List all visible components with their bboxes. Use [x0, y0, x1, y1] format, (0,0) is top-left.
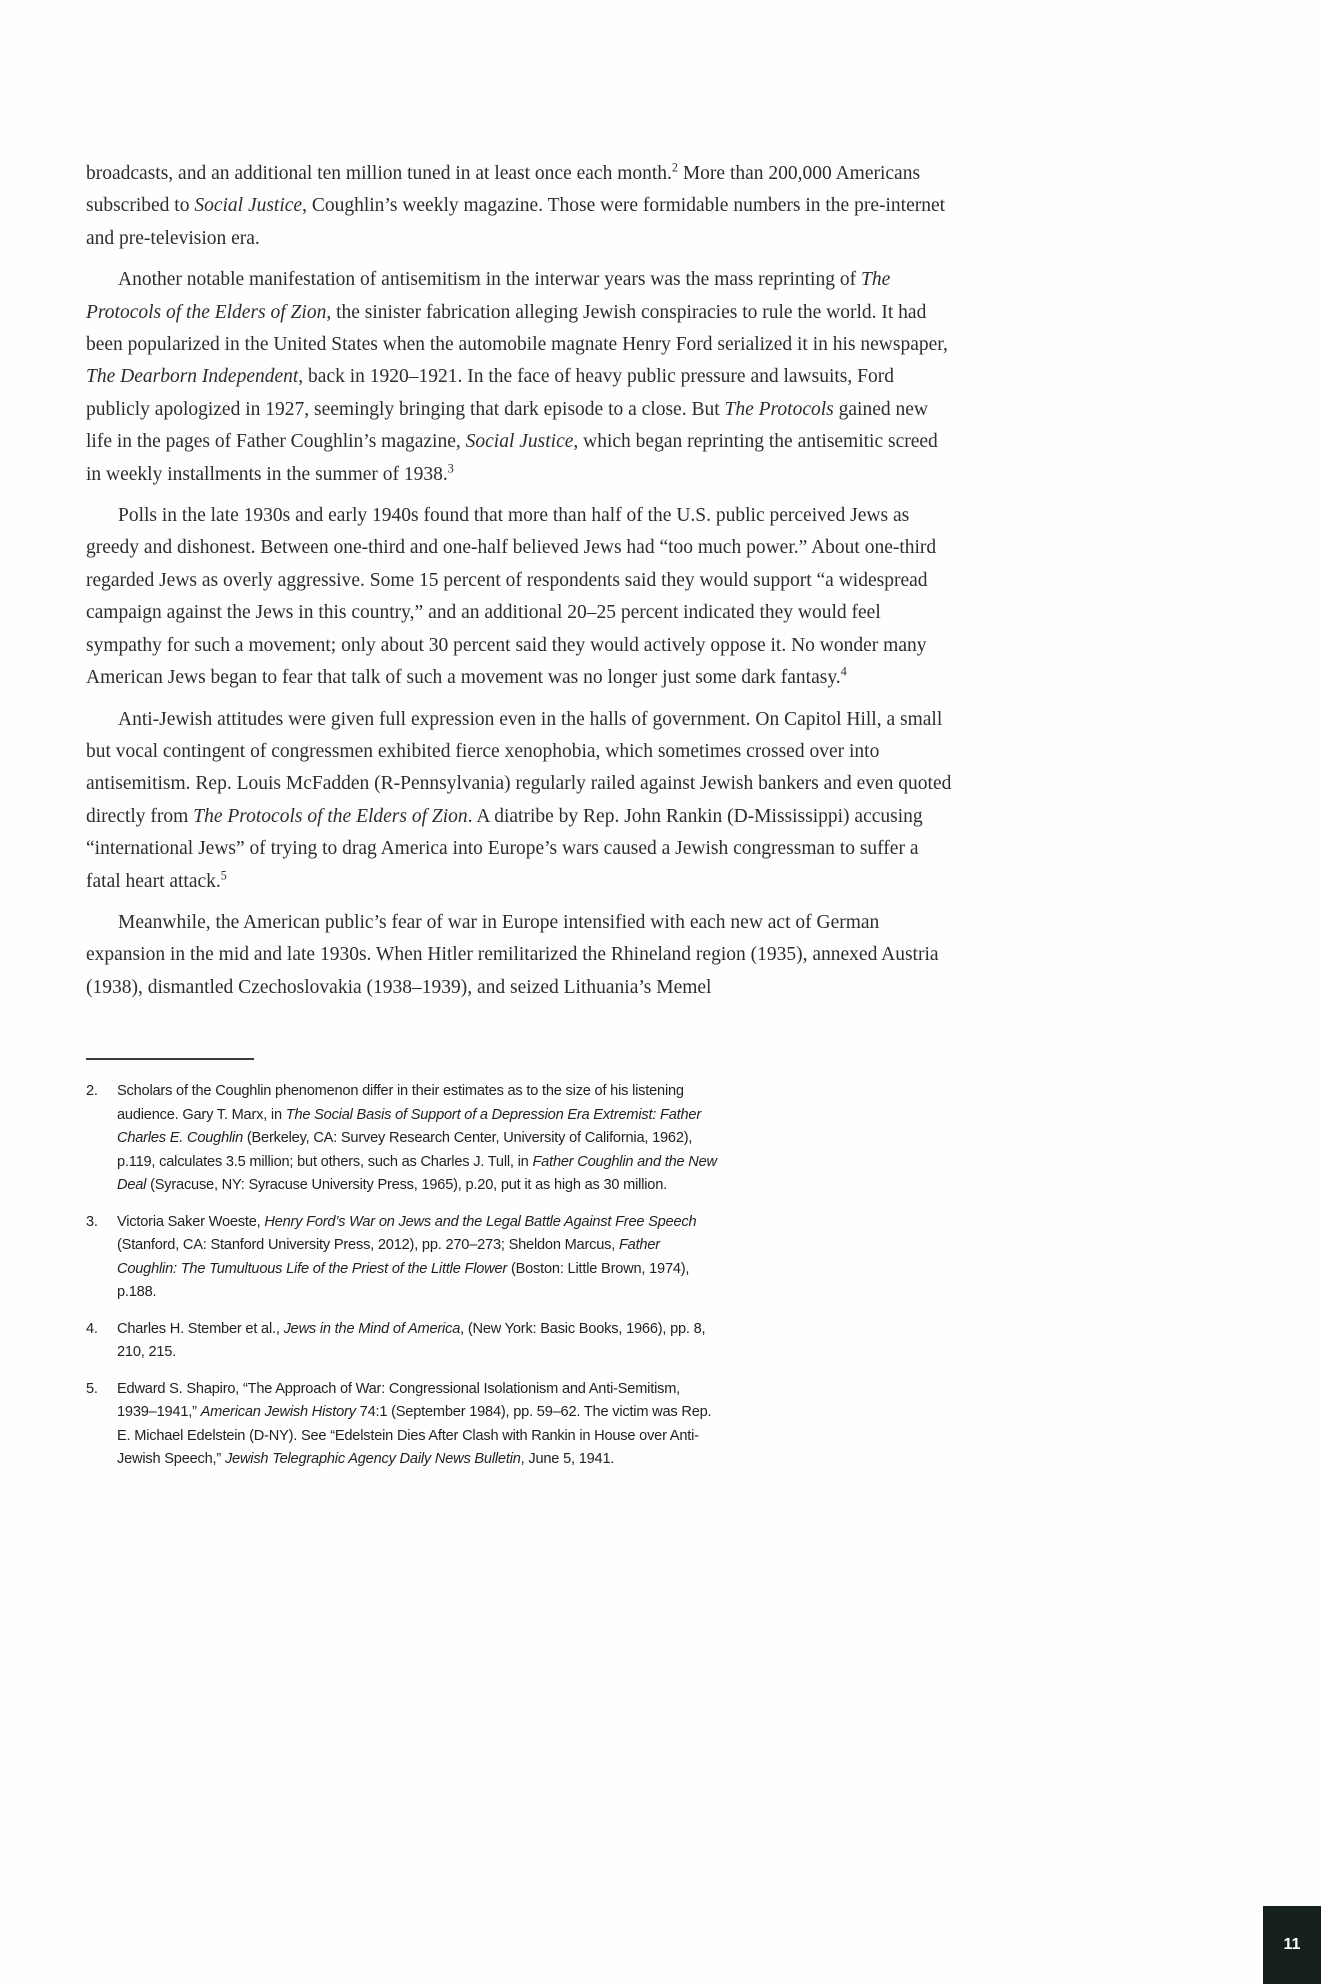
body-paragraph	[86, 907, 952, 1004]
body-paragraph	[86, 264, 952, 491]
text-run: (Berkeley, CA: Survey Research Center, University of California, 1962), p.119, calculates 3.5 million; but others, such as Charles J. Tull, in	[117, 1130, 693, 1170]
text-run: Charles H. Stember et al.,	[117, 1320, 284, 1337]
footnote-text	[117, 1378, 718, 1472]
text-run: , (New York: Basic Books, 1966), pp. 8, 210, 215.	[117, 1320, 706, 1360]
footnote	[86, 1378, 718, 1472]
italic-text: The Protocols of the Elders of Zion	[86, 269, 891, 323]
footnote-text	[117, 1318, 718, 1365]
text-run: 74:1 (September 1984), pp. 59–62. The victim was Rep. E. Michael Edelstein (D-NY). See “Edelstein Dies After Clash with Rankin in House over Anti-Jewish Speech,”	[117, 1404, 712, 1467]
text-run: . A diatribe by Rep. John Rankin (D-Mississippi) accusing “international Jews” of trying to drag America into Europe’s wars caused a Jewish congressman to suffer a fatal heart attack.	[86, 805, 923, 892]
italic-text: The Protocols of the Elders of Zion	[193, 805, 468, 827]
footnote-reference: 3	[447, 461, 454, 476]
italic-text: American Jewish History	[200, 1404, 356, 1420]
text-run: Polls in the late 1930s and early 1940s found that more than half of the U.S. public perceived Jews as greedy and dishonest. Between one-third and one-half believed Jews had “too much power.” About one-third regarded Jews as overly aggressive. Some 15 percent of respondents said they would support “a widespread campaign against the Jews in this country,” and an additional 20–25 percent indicated they would feel sympathy for such a movement; only about 30 percent said they would actively oppose it. No wonder many American Jews began to fear that talk of such a movement was no longer just some dark fantasy.	[86, 505, 937, 689]
body-text	[86, 158, 952, 1013]
footnote	[86, 1211, 718, 1305]
text-run: (Syracuse, NY: Syracuse University Press, 1965), p.20, put it as high as 30 million.	[146, 1177, 667, 1193]
text-run: , the sinister fabrication alleging Jewish conspiracies to rule the world. It had been popularized in the United States when the automobile magnate Henry Ford serialized it in his newspaper,	[86, 301, 948, 356]
footnote-reference: 2	[671, 160, 678, 175]
text-run: More than 200,000 Americans subscribed to	[86, 163, 921, 217]
italic-text: Jewish Telegraphic Agency Daily News Bulletin	[224, 1451, 521, 1467]
text-run: Meanwhile, the American public’s fear of war in Europe intensified with each new act of German expansion in the mid and late 1930s. When Hitler remilitarized the Rhineland region (1935), annexed Austria (1938), dismantled Czechoslovakia (1938–1939), and seized Lithuania’s Memel	[86, 911, 939, 998]
text-run: , back in 1920–1921. In the face of heavy public pressure and lawsuits, Ford publicly apologized in 1927, seemingly bringing that dark episode to a close. But	[86, 366, 894, 420]
body-paragraph	[86, 704, 952, 898]
text-run: Scholars of the Coughlin phenomenon differ in their estimates as to the size of his listening audience. Gary T. Marx, in	[117, 1083, 684, 1123]
page-number: 11	[1283, 1936, 1301, 1953]
footnote-text	[117, 1211, 718, 1305]
footnote-reference: 5	[220, 868, 227, 883]
footnotes	[86, 1080, 718, 1485]
text-run: , June 5, 1941.	[520, 1451, 615, 1467]
text-run: , which began reprinting the antisemitic screed in weekly installments in the summer of 1938.	[86, 431, 938, 485]
text-run: (Stanford, CA: Stanford University Press, 2012), pp. 270–273; Sheldon Marcus,	[117, 1237, 619, 1253]
text-run: Edward S. Shapiro, “The Approach of War: Congressional Isolationism and Anti-Semitism, 1939–1941,”	[117, 1380, 681, 1420]
italic-text: The Social Basis of Support of a Depression Era Extremist: Father Charles E. Coughlin	[117, 1106, 702, 1146]
italic-text: The Dearborn Independent	[86, 366, 299, 388]
italic-text: Jews in the Mind of America	[283, 1320, 461, 1337]
text-run: , Coughlin’s weekly magazine. Those were formidable numbers in the pre-internet and pre-television era.	[86, 195, 946, 249]
italic-text: Social Justice	[194, 195, 303, 217]
body-paragraph	[86, 500, 952, 694]
italic-text: Social Justice	[465, 431, 574, 453]
footnote	[86, 1318, 718, 1365]
footnote-divider	[86, 1058, 254, 1060]
italic-text: Father Coughlin: The Tumultuous Life of the Priest of the Little Flower	[117, 1237, 660, 1277]
footnote-number: 3.	[86, 1213, 98, 1230]
footnote-reference: 4	[840, 664, 847, 679]
italic-text: Henry Ford’s War on Jews and the Legal Battle Against Free Speech	[264, 1213, 697, 1230]
text-run: gained new life in the pages of Father Coughlin’s magazine,	[86, 398, 928, 453]
text-run: Another notable manifestation of antisemitism in the interwar years was the mass reprinting of	[118, 269, 861, 291]
body-paragraph	[86, 158, 952, 255]
footnote-number: 2.	[86, 1083, 98, 1099]
text-run: (Boston: Little Brown, 1974), p.188.	[117, 1260, 690, 1300]
text-run: Victoria Saker Woeste,	[117, 1213, 265, 1230]
page-number-badge	[1263, 1906, 1321, 1984]
italic-text: The Protocols	[724, 398, 834, 420]
footnote-text	[117, 1080, 718, 1198]
footnote-number: 5.	[86, 1380, 98, 1397]
footnote	[86, 1080, 718, 1198]
footnote-number: 4.	[86, 1320, 98, 1337]
text-run: broadcasts, and an additional ten million tuned in at least once each month.	[86, 163, 672, 184]
text-run: Anti-Jewish attitudes were given full expression even in the halls of government. On Capitol Hill, a small but vocal contingent of congressmen exhibited fierce xenophobia, which sometimes crossed over into antisemitism. Rep. Louis McFadden (R-Pennsylvania) regularly railed against Jewish bankers and even quoted directly from	[86, 708, 952, 827]
italic-text: Father Coughlin and the New Deal	[117, 1153, 717, 1193]
